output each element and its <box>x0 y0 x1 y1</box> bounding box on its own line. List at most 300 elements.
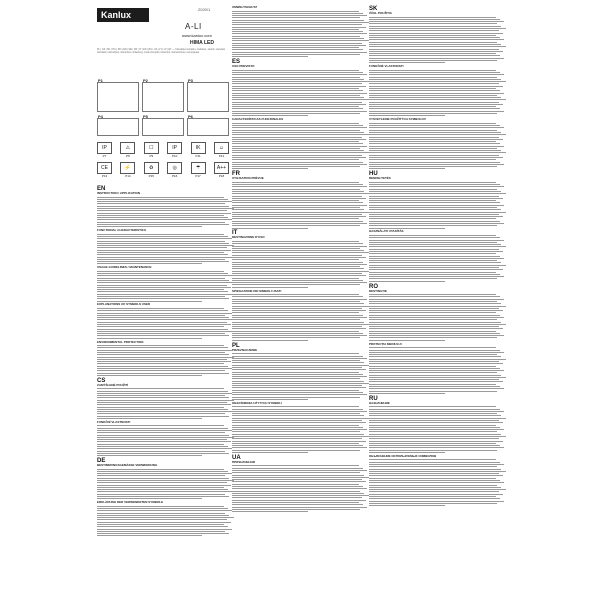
text-line <box>97 294 232 295</box>
text-line <box>369 494 503 495</box>
figure-p3: P3 <box>187 82 229 112</box>
text-line <box>97 278 225 279</box>
text-line <box>232 287 308 288</box>
text-line <box>97 308 224 309</box>
section-block <box>97 458 235 499</box>
text-line <box>369 223 504 224</box>
text-line <box>97 475 225 476</box>
text-line <box>232 331 359 332</box>
text-line <box>369 352 504 353</box>
text-line <box>97 201 232 202</box>
text-line <box>369 278 497 279</box>
text-line <box>97 257 232 258</box>
text-line <box>232 241 359 242</box>
text-line <box>369 501 504 502</box>
text-line <box>369 381 503 382</box>
text-line <box>97 331 232 332</box>
text-line <box>232 159 359 160</box>
text-line <box>369 361 499 362</box>
text-line <box>369 44 501 45</box>
text-line <box>232 77 360 78</box>
text-line <box>232 425 359 426</box>
energy-class-icon: A++ <box>214 162 229 174</box>
text-line <box>97 480 234 481</box>
text-line <box>232 333 363 334</box>
section-block <box>369 343 507 394</box>
text-line <box>97 506 224 507</box>
text-line <box>369 306 506 307</box>
text-line <box>369 317 504 318</box>
text-line <box>369 19 500 20</box>
text-line <box>369 83 499 84</box>
text-line <box>232 152 369 153</box>
text-line <box>232 324 369 325</box>
text-line <box>232 399 308 400</box>
text-line <box>97 522 231 523</box>
model-subtitle: HIMA LED <box>190 40 214 46</box>
section-heading: INSTRUCTION / APPLICATION <box>97 191 140 195</box>
text-line <box>232 385 362 386</box>
text-line <box>97 250 231 251</box>
text-line <box>232 218 359 219</box>
text-line <box>369 294 496 295</box>
figure-p2: P2 <box>142 82 184 112</box>
text-line <box>232 422 366 423</box>
section-block <box>369 284 507 341</box>
text-line <box>97 526 228 527</box>
text-line <box>97 317 229 318</box>
text-line <box>369 168 445 169</box>
text-line <box>97 271 224 272</box>
text-line <box>369 17 496 18</box>
text-line <box>369 108 500 109</box>
text-line <box>97 352 225 353</box>
text-line <box>97 298 229 299</box>
text-line <box>369 258 504 259</box>
text-line <box>369 242 497 243</box>
text-line <box>97 296 225 297</box>
section-block <box>232 230 370 287</box>
text-line <box>369 434 501 435</box>
text-line <box>232 157 366 158</box>
section-block <box>97 378 235 419</box>
text-line <box>369 491 499 492</box>
text-line <box>232 365 369 366</box>
text-line <box>369 267 499 268</box>
text-line <box>232 209 364 210</box>
text-line <box>232 273 362 274</box>
text-line <box>369 137 499 138</box>
text-line <box>97 478 229 479</box>
text-line <box>97 238 232 239</box>
text-line <box>232 310 366 311</box>
text-line <box>232 445 363 446</box>
text-line <box>369 326 499 327</box>
text-line <box>97 363 224 364</box>
text-lines <box>369 406 507 453</box>
section-block <box>232 455 370 512</box>
text-line <box>369 72 500 73</box>
text-line <box>232 33 367 34</box>
text-line <box>232 146 367 147</box>
text-line <box>369 191 501 192</box>
language-code: RO <box>369 283 378 290</box>
text-line <box>97 428 228 429</box>
text-line <box>232 214 362 215</box>
text-line <box>97 496 229 497</box>
text-line <box>97 435 229 436</box>
text-line <box>232 411 367 412</box>
text-line <box>369 90 500 91</box>
text-lines <box>97 469 235 500</box>
text-line <box>232 477 369 478</box>
text-line <box>369 141 496 142</box>
text-line <box>232 132 364 133</box>
text-line <box>97 425 224 426</box>
text-line <box>369 450 497 451</box>
text-line <box>232 294 359 295</box>
text-line <box>97 455 202 456</box>
ce-icon: CE <box>97 162 112 174</box>
text-line <box>232 420 362 421</box>
section-block <box>97 266 235 301</box>
text-lines <box>232 241 370 288</box>
text-line <box>232 123 359 124</box>
text-line <box>232 250 364 251</box>
text-line <box>369 469 501 470</box>
text-line <box>97 391 228 392</box>
text-line <box>369 21 504 22</box>
text-line <box>232 207 360 208</box>
text-line <box>369 104 503 105</box>
text-line <box>369 276 504 277</box>
text-line <box>232 45 366 46</box>
text-line <box>369 425 496 426</box>
text-line <box>232 259 359 260</box>
text-lines <box>97 425 235 456</box>
text-line <box>97 519 227 520</box>
text-line <box>97 517 234 518</box>
text-line <box>369 324 506 325</box>
text-line <box>232 479 362 480</box>
text-line <box>232 418 369 419</box>
language-code: EN <box>97 186 106 192</box>
section-heading: FUNKČNÉ VLASTNOSTI <box>369 64 404 69</box>
text-line <box>97 494 225 495</box>
text-line <box>232 468 363 469</box>
text-line <box>97 491 232 492</box>
text-line <box>369 299 504 300</box>
text-line <box>232 205 367 206</box>
text-line <box>97 498 202 499</box>
text-line <box>369 79 501 80</box>
text-line <box>97 413 225 414</box>
section-heading: HASZNÁLATI UTASÍTÁS <box>369 229 404 234</box>
text-line <box>97 361 231 362</box>
text-line <box>232 221 363 222</box>
text-line <box>369 452 445 453</box>
figure-p4: P4 <box>97 118 139 136</box>
text-line <box>97 333 225 334</box>
text-line <box>369 70 496 71</box>
text-line <box>369 496 496 497</box>
text-lines <box>232 182 370 229</box>
language-code: PL <box>232 342 240 349</box>
text-line <box>232 296 363 297</box>
text-line <box>97 289 224 290</box>
text-line <box>369 303 501 304</box>
text-line <box>369 26 501 27</box>
text-line <box>369 28 506 29</box>
kanlux-logo: Kanlux <box>97 8 149 22</box>
text-line <box>369 438 499 439</box>
language-code: CS <box>97 377 106 384</box>
text-line <box>97 210 227 211</box>
text-line <box>232 102 362 103</box>
text-line <box>369 212 506 213</box>
text-line <box>369 464 504 465</box>
text-line <box>369 347 496 348</box>
text-line <box>97 469 224 470</box>
text-lines <box>97 197 235 228</box>
text-lines <box>232 11 370 58</box>
text-line <box>232 24 362 25</box>
text-line <box>369 471 506 472</box>
text-line <box>369 370 504 371</box>
section-block <box>232 59 370 116</box>
text-line <box>232 11 359 12</box>
target-icon: ◎ <box>167 162 182 174</box>
text-line <box>232 376 367 377</box>
text-line <box>369 354 497 355</box>
text-line <box>232 182 359 183</box>
text-line <box>97 439 227 440</box>
text-lines <box>369 182 507 229</box>
text-line <box>232 83 362 84</box>
text-line <box>232 184 363 185</box>
text-line <box>369 205 504 206</box>
text-line <box>232 502 359 503</box>
text-line <box>232 43 362 44</box>
text-line <box>97 451 225 452</box>
text-line <box>97 430 232 431</box>
text-line <box>232 427 363 428</box>
text-line <box>369 237 500 238</box>
text-line <box>97 535 202 536</box>
text-line <box>369 198 503 199</box>
text-line <box>232 95 360 96</box>
text-line <box>97 489 228 490</box>
text-line <box>232 252 369 253</box>
text-line <box>232 369 366 370</box>
text-line <box>97 252 224 253</box>
text-line <box>369 249 499 250</box>
text-line <box>232 493 364 494</box>
text-line <box>97 485 231 486</box>
text-line <box>369 225 497 226</box>
section-heading: DESTINAȚIE <box>369 288 387 293</box>
text-line <box>232 54 360 55</box>
section-block <box>232 290 370 341</box>
text-line <box>97 241 225 242</box>
text-line <box>232 193 369 194</box>
text-line <box>369 301 497 302</box>
text-line <box>232 225 360 226</box>
text-line <box>97 261 229 262</box>
section-heading: SPIEGAZIONE DEI SIMBOLI USATI <box>232 288 282 293</box>
text-line <box>369 310 503 311</box>
figure-p1: P1 <box>97 82 139 112</box>
text-line <box>232 312 359 313</box>
text-line <box>232 340 308 341</box>
figure-p6: P6 <box>187 118 229 136</box>
text-line <box>97 432 225 433</box>
text-lines <box>97 308 235 339</box>
text-line <box>97 322 227 323</box>
text-line <box>369 274 500 275</box>
text-line <box>232 79 364 80</box>
text-line <box>97 226 202 227</box>
text-line <box>97 453 229 454</box>
text-line <box>232 248 360 249</box>
text-line <box>369 77 497 78</box>
text-line <box>97 338 202 339</box>
text-line <box>369 51 503 52</box>
text-line <box>97 197 224 198</box>
text-line <box>369 386 500 387</box>
text-line <box>97 400 234 401</box>
text-line <box>232 137 362 138</box>
text-line <box>97 368 232 369</box>
text-line <box>369 272 496 273</box>
text-line <box>232 168 308 169</box>
text-line <box>369 155 499 156</box>
text-line <box>369 251 503 252</box>
text-line <box>369 312 496 313</box>
text-line <box>97 416 229 417</box>
text-line <box>369 443 496 444</box>
text-line <box>369 429 504 430</box>
text-line <box>232 202 363 203</box>
text-line <box>369 308 499 309</box>
text-line <box>232 472 360 473</box>
text-line <box>97 263 202 264</box>
text-line <box>232 392 363 393</box>
text-line <box>232 196 362 197</box>
text-line <box>97 219 232 220</box>
text-line <box>369 409 500 410</box>
text-line <box>232 104 366 105</box>
text-lines <box>232 465 370 512</box>
section-block <box>97 421 235 456</box>
section-block <box>232 6 370 57</box>
text-line <box>232 301 360 302</box>
text-line <box>369 193 506 194</box>
text-line <box>369 216 503 217</box>
text-line <box>232 374 363 375</box>
text-line <box>232 491 360 492</box>
section-block <box>97 341 235 376</box>
text-line <box>232 488 367 489</box>
text-line <box>97 282 234 283</box>
text-line <box>232 72 363 73</box>
text-line <box>232 268 364 269</box>
umbrella-icon: ☂ <box>191 162 206 174</box>
text-line <box>232 381 364 382</box>
text-line <box>232 484 359 485</box>
text-line <box>369 322 501 323</box>
text-line <box>97 203 225 204</box>
text-line <box>232 47 359 48</box>
text-line <box>232 452 308 453</box>
text-line <box>232 162 363 163</box>
text-line <box>369 328 503 329</box>
section-block <box>369 171 507 228</box>
text-line <box>97 471 228 472</box>
text-lines <box>369 70 507 117</box>
text-line <box>97 324 231 325</box>
text-line <box>97 409 228 410</box>
section-heading: EXPLANATIONS OF SYMBOLS USED <box>97 302 151 307</box>
section-heading: ОБЪЯСНЕНИЕ ИСПОЛЬЗУЕМЫХ СИМВОЛОВ <box>369 453 437 458</box>
text-line <box>232 223 367 224</box>
text-line <box>369 260 497 261</box>
text-line <box>232 40 369 41</box>
text-line <box>369 88 496 89</box>
text-line <box>232 406 359 407</box>
text-line <box>97 301 202 302</box>
symbol-icon: IP <box>97 142 112 154</box>
text-line <box>369 411 504 412</box>
section-heading: FUNCTIONAL CHARACTERISTICS <box>97 228 146 233</box>
text-line <box>232 111 367 112</box>
text-line <box>97 366 228 367</box>
text-line <box>232 189 360 190</box>
text-line <box>97 273 228 274</box>
text-line <box>369 159 496 160</box>
text-line <box>97 319 234 320</box>
website: www.kanlux.com <box>182 33 212 38</box>
text-line <box>369 214 499 215</box>
text-line <box>369 422 503 423</box>
text-line <box>232 17 360 18</box>
text-line <box>232 486 363 487</box>
text-line <box>369 166 497 167</box>
text-line <box>232 443 359 444</box>
section-block <box>369 118 507 169</box>
model-name: A-LI <box>185 22 202 31</box>
symbol-row-2: CE P13 ⚡ P14 ♻ P15 ◎ P16 ☂ P17 A++ P18 <box>97 162 229 178</box>
text-line <box>232 431 360 432</box>
text-line <box>369 150 501 151</box>
text-lines <box>369 347 507 394</box>
text-line <box>232 353 359 354</box>
text-line <box>97 275 232 276</box>
text-line <box>369 473 499 474</box>
text-line <box>97 388 224 389</box>
text-line <box>97 315 225 316</box>
text-line <box>232 450 360 451</box>
text-line <box>369 331 496 332</box>
text-line <box>97 418 202 419</box>
text-line <box>369 377 506 378</box>
text-line <box>369 30 499 31</box>
text-line <box>97 206 229 207</box>
text-line <box>369 209 501 210</box>
text-lines <box>97 271 235 302</box>
text-line <box>232 436 369 437</box>
text-line <box>369 86 503 87</box>
